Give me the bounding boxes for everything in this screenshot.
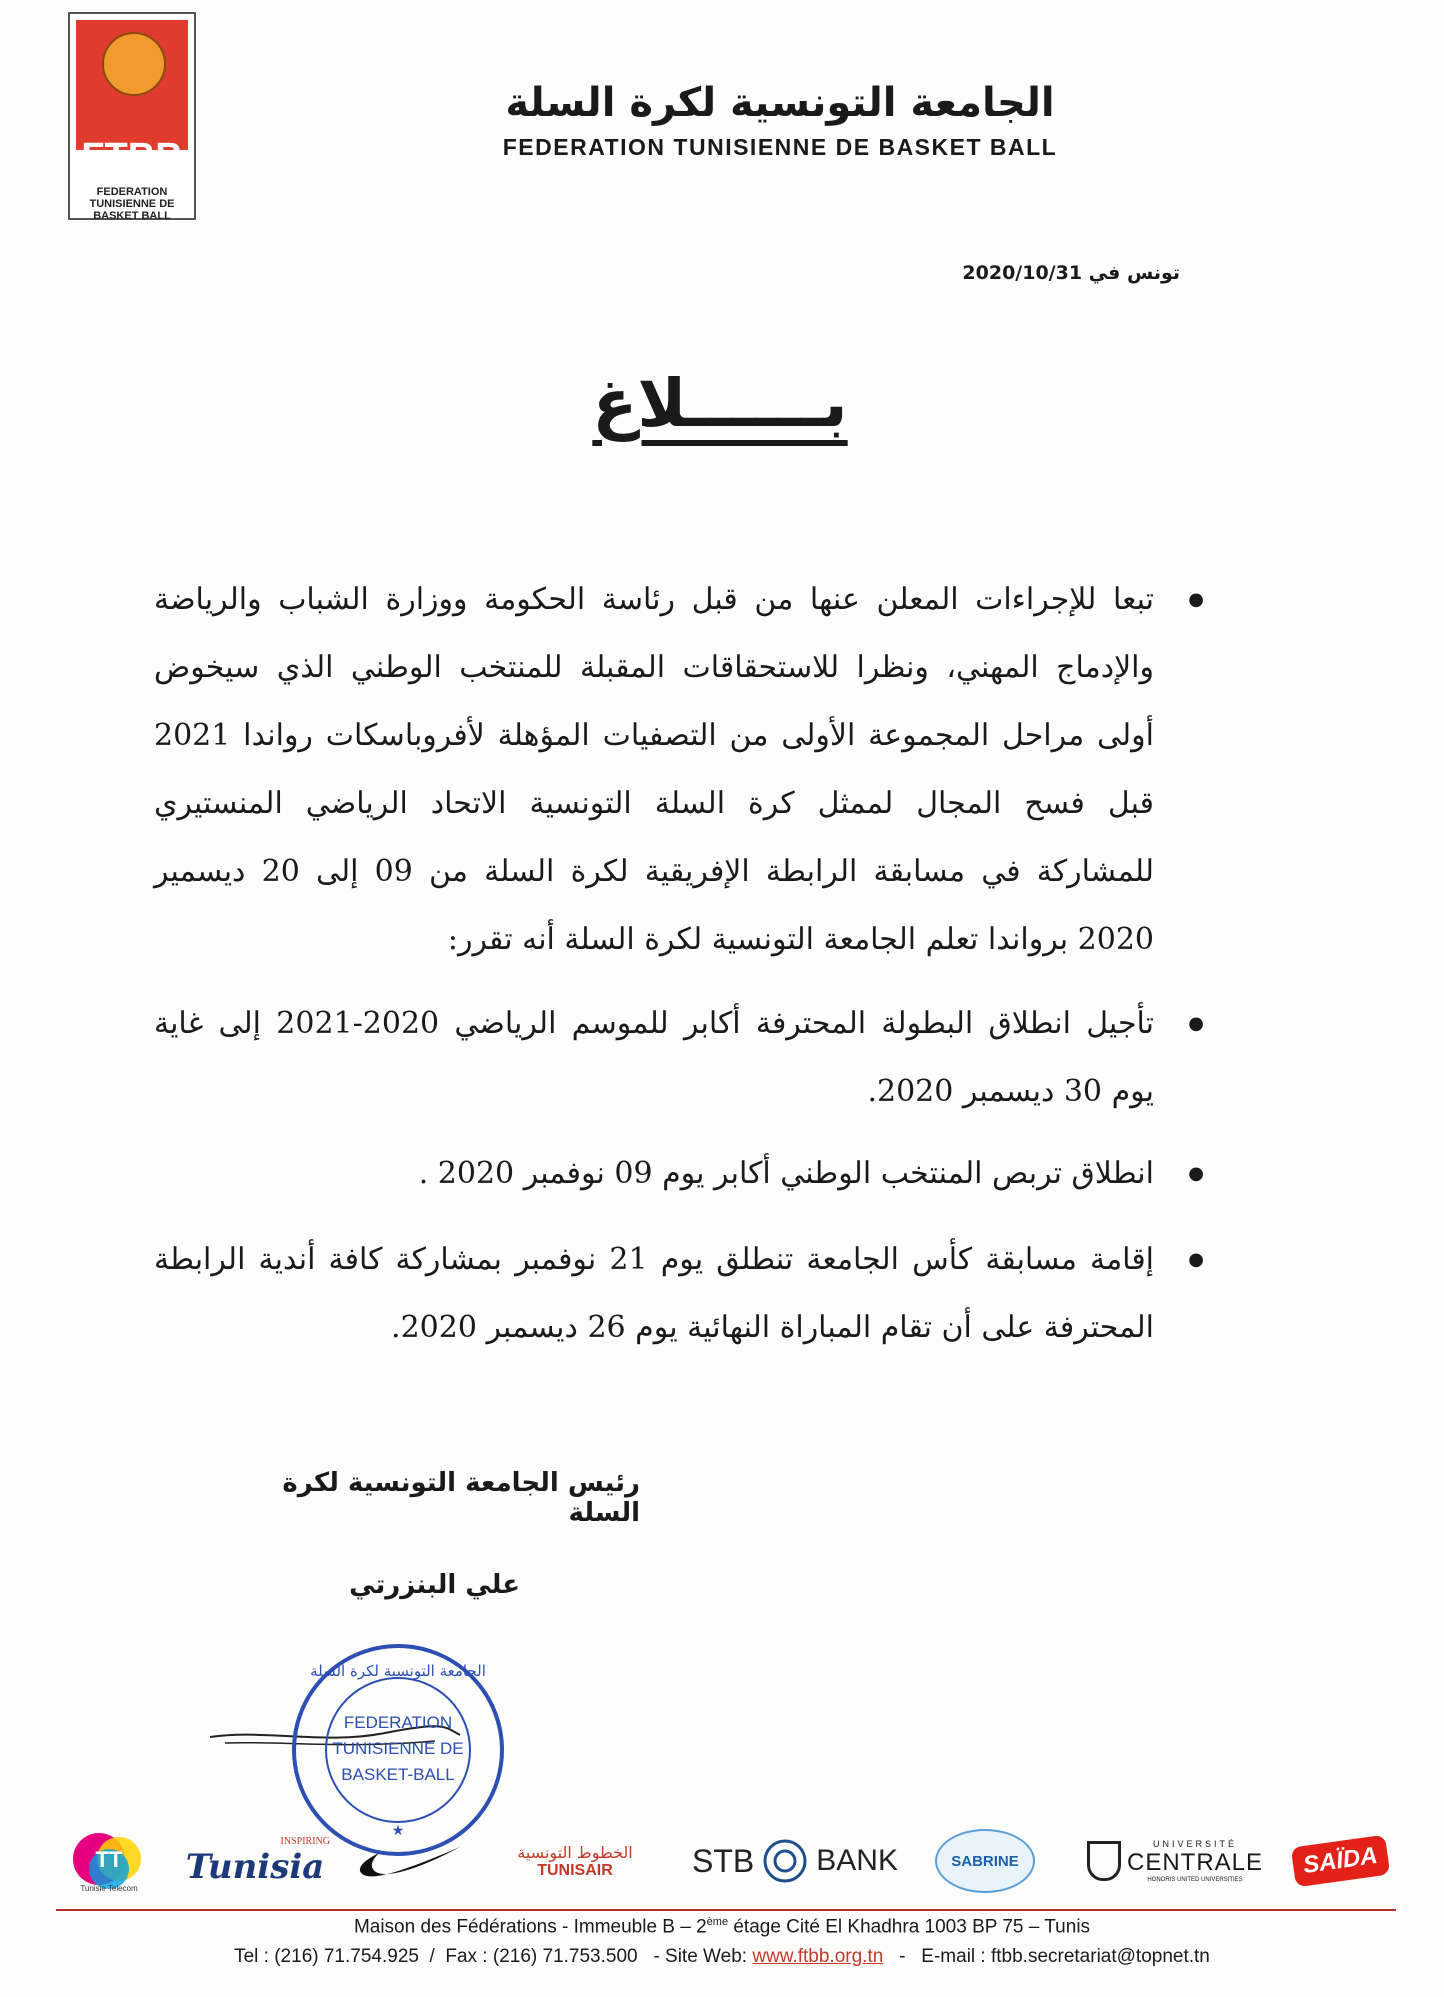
ftbb-logo	[68, 12, 196, 220]
header-french: FEDERATION TUNISIENNE DE BASKET BALL	[502, 134, 1058, 160]
sponsor-tunisie-telecom	[60, 1826, 170, 1896]
basketball-icon	[102, 32, 166, 96]
uc-top: UNIVERSITÉ	[1152, 1839, 1237, 1849]
sponsor-saida	[1290, 1826, 1390, 1896]
sponsor-sabrine	[930, 1826, 1040, 1896]
stamp-star-icon: ★	[391, 1823, 405, 1839]
tunisair-arabic: الخطوط التونسية	[517, 1842, 633, 1862]
sponsor-universite-centrale	[1080, 1826, 1270, 1896]
sponsor-tunisia	[180, 1826, 330, 1896]
stamp-line-3: BASKET-BALL	[341, 1765, 455, 1784]
stamp-arabic: الجامعة التونسية لكرة السلة	[310, 1662, 486, 1680]
sponsor-stb-bank	[685, 1826, 905, 1896]
sabrine-badge	[935, 1829, 1035, 1893]
tunisie-telecom-logo-icon	[65, 1829, 165, 1893]
sponsor-nike	[350, 1826, 470, 1896]
logo-abbr: FTBB	[81, 136, 183, 178]
sponsor-tunisair	[490, 1826, 660, 1896]
stb-emblem-icon	[762, 1838, 808, 1884]
footer-address-sup: ème	[706, 1916, 729, 1928]
tunisia-text: Tunisia	[185, 1846, 325, 1887]
uc-text: CENTRALE	[1126, 1849, 1264, 1876]
sabrine-text: SABRINE	[951, 1852, 1019, 1870]
tunisia-sub: INSPIRING	[280, 1835, 330, 1847]
tt-sub: Tunisie Telecom	[80, 1884, 138, 1893]
signatory-title: رئيس الجامعة التونسية لكرة السلة	[282, 1468, 640, 1528]
logo-line-3: BASKET BALL	[93, 210, 171, 222]
nike-swoosh-icon	[355, 1841, 465, 1881]
saida-badge	[1290, 1835, 1389, 1888]
stamp-line-2: TUNISIENNE DE	[332, 1739, 464, 1758]
bullet-paragraph-2: ● تأجيل انطلاق البطولة المحترفة أكابر للموسم الرياضي 2020-2021 إلى غاية يوم 30 ديسمبر 2020.	[154, 990, 1154, 1126]
saida-text: SAÏDA	[1301, 1841, 1379, 1880]
stamp-line-1: FEDERATION	[343, 1713, 453, 1732]
footer-contact	[0, 1946, 1444, 1968]
document-date: تونس في 2020/10/31	[962, 262, 1180, 284]
tt-text: TT	[95, 1847, 123, 1872]
uc-sub: HONORIS UNITED UNIVERSITIES	[1147, 1877, 1243, 1883]
uc-emblem-icon	[1087, 1841, 1121, 1881]
bullet-paragraph-4: ● إقامة مسابقة كأس الجامعة تنطلق يوم 21 نوفمبر بمشاركة كافة أندية الرابطة المحترفة على أن تقام المباراة النهائية يوم 26 ديسمبر 2020.	[154, 1226, 1154, 1362]
bullet-paragraph-3: ● انطلاق تربص المنتخب الوطني أكابر يوم 09 نوفمبر 2020 .	[154, 1140, 1154, 1208]
stb-text: STB	[692, 1842, 755, 1879]
footer-address-pre: Maison des Fédérations - Immeuble B – 2	[353, 1916, 707, 1938]
tunisair-text: TUNISAIR	[537, 1861, 613, 1879]
signatory-name: علي البنزرتي	[349, 1570, 520, 1600]
logo-line-2: TUNISIENNE DE	[89, 198, 175, 210]
footer-divider	[56, 1909, 1396, 1911]
footer-address-post: étage Cité El Khadhra 1003 BP 75 – Tunis	[728, 1916, 1091, 1938]
footer-address	[0, 1916, 1444, 1938]
footer-site-link[interactable]: www.ftbb.org.tn	[752, 1946, 884, 1967]
footer-tel: Tel : (216) 71.754.925 / Fax : (216) 71.753.500 - Site Web:	[234, 1946, 753, 1967]
bank-text: BANK	[816, 1844, 898, 1877]
footer-email: - E-mail : ftbb.secretariat@topnet.tn	[883, 1946, 1210, 1967]
logo-line-1: FEDERATION	[96, 186, 168, 198]
document-title: بــــــلاغ	[592, 365, 848, 442]
header-arabic: الجامعة التونسية لكرة السلة	[505, 80, 1055, 126]
bullet-paragraph-1: ● تبعا للإجراءات المعلن عنها من قبل رئاسة الحكومة ووزارة الشباب والرياضة والإدماج المهني، ونظرا للاستحقاقات المقبلة للمنتخب الوطني الذي سيخوض أولى مراحل المجموعة الأولى من التصفيات المؤهلة لأفروباسكات رواندا 2021 قبل فسح المجال لممثل كرة السلة التونسية الاتحاد الرياضي المنستيري للمشاركة في مسابقة الرابطة الإفريقية لكرة السلة من 09 إلى 20 ديسمير 2020 برواندا تعلم الجامعة التونسية لكرة السلة أنه تقرر:	[154, 566, 1154, 974]
